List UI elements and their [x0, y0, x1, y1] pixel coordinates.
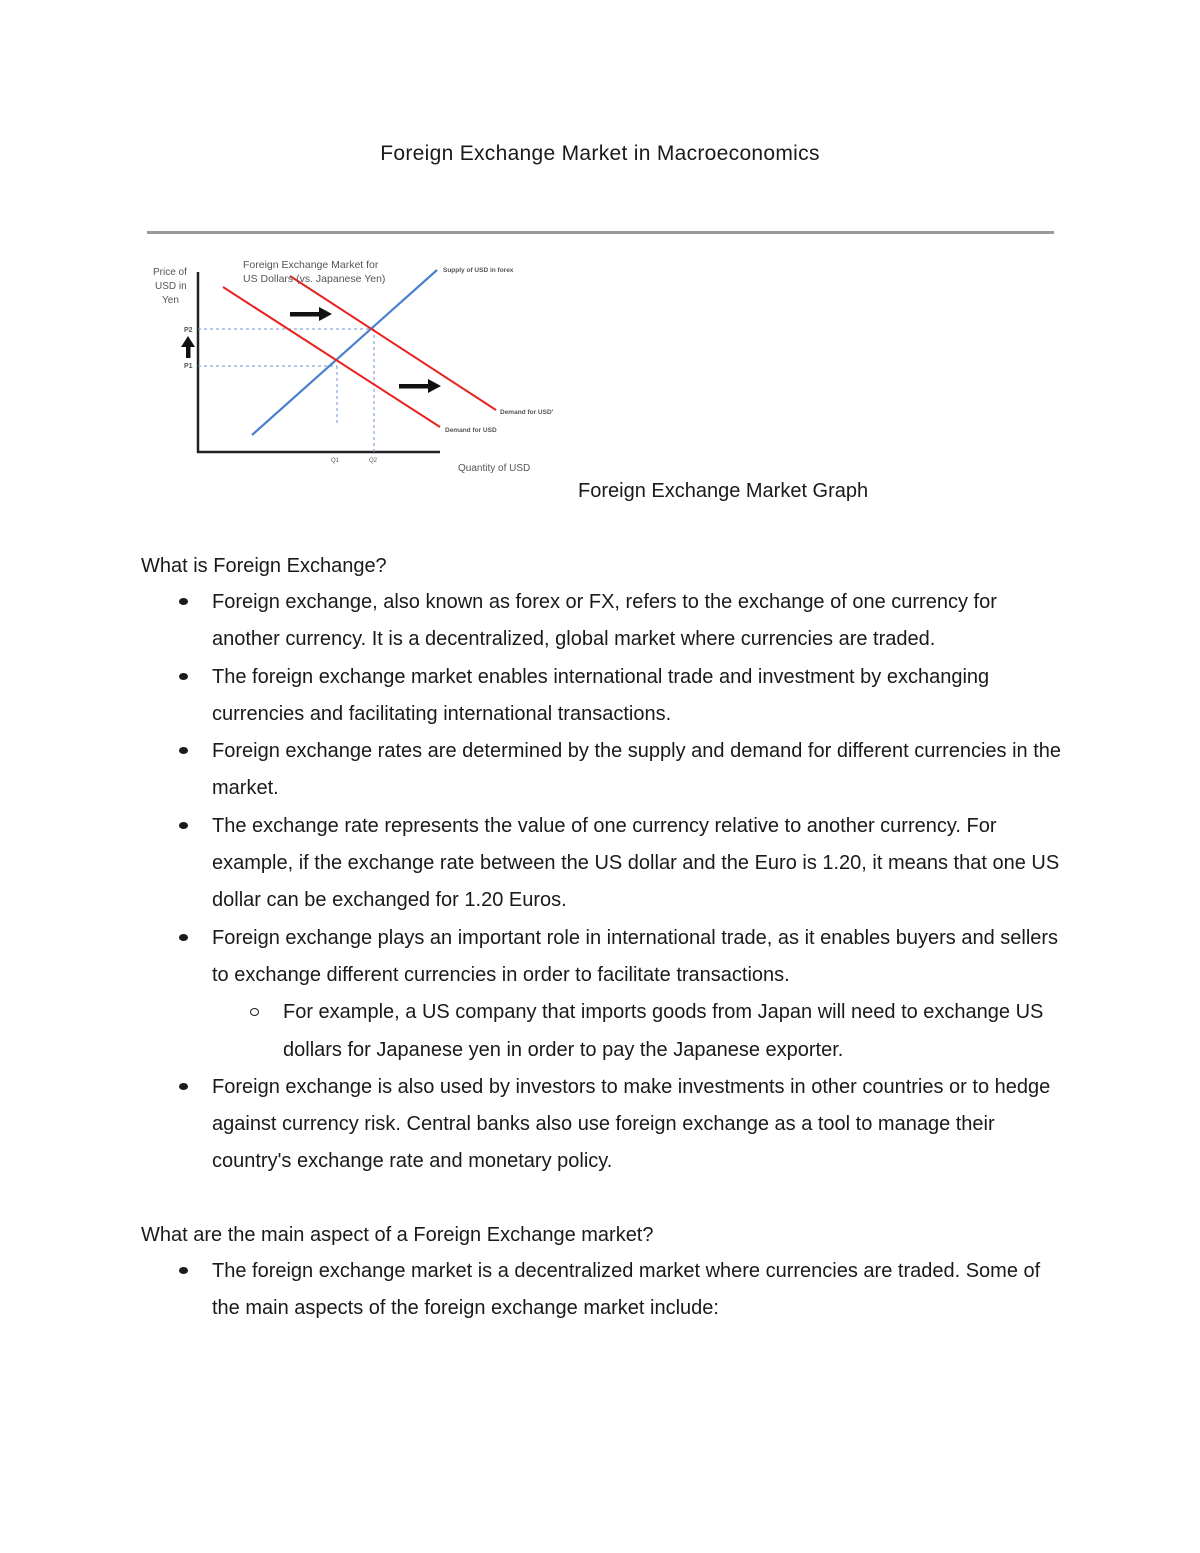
list-item: The foreign exchange market is a decentralized market where currencies are traded. Some of the main aspects of the foreign exchange market include: — [140, 1253, 1070, 1328]
list-item — [140, 920, 1070, 1069]
list-item: The exchange rate represents the value of one currency relative to another currency. For example, if the exchange rate between the US dollar and the Euro is 1.20, it means that one US dollar can be exchanged for 1.20 Euros. — [140, 808, 1070, 920]
graph-caption: Foreign Exchange Market Graph — [578, 480, 869, 502]
x-axis-label: Quantity of USD — [458, 463, 531, 474]
graph-title: US Dollars (vs. Japanese Yen) — [243, 273, 386, 285]
p1-label: P1 — [184, 363, 193, 370]
y-axis-label: USD in — [155, 281, 187, 292]
q2-label: Q2 — [369, 458, 378, 464]
q1-label: Q1 — [331, 458, 340, 464]
list-item: Foreign exchange rates are determined by the supply and demand for different currencies in the market. — [140, 733, 1070, 808]
section-heading: What is Foreign Exchange? — [141, 555, 387, 577]
demand2-label: Demand for USD' — [500, 409, 554, 416]
supply-label: Supply of USD in forex — [443, 267, 514, 274]
section-heading: What are the main aspect of a Foreign Exchange market? — [141, 1224, 654, 1246]
section1-list — [140, 584, 1070, 1181]
shift-arrow-right-icon — [399, 379, 441, 393]
list-item: Foreign exchange, also known as forex or FX, refers to the exchange of one currency for another currency. It is a decentralized, global market where currencies are traded. — [140, 584, 1070, 659]
graph-title: Foreign Exchange Market for — [243, 259, 379, 271]
section2-list — [140, 1253, 1070, 1328]
price-up-arrow-icon — [181, 336, 195, 358]
list-item-text: Foreign exchange plays an important role in international trade, as it enables buyers and sellers to exchange different currencies in order to facilitate transactions. — [212, 926, 1059, 986]
horizontal-rule — [147, 231, 1054, 234]
demand-curve-2 — [290, 276, 496, 410]
p2-label: P2 — [184, 327, 193, 334]
demand-curve-1 — [223, 287, 440, 427]
sub-list-item: For example, a US company that imports goods from Japan will need to exchange US dollars for Japanese yen in order to pay the Japanese exporter. — [212, 994, 1070, 1069]
y-axis-label: Price of — [153, 267, 187, 278]
document-title: Foreign Exchange Market in Macroeconomics — [380, 142, 820, 165]
list-item: The foreign exchange market enables international trade and investment by exchanging currencies and facilitating international transactions. — [140, 659, 1070, 734]
y-axis-label: Yen — [162, 295, 179, 306]
shift-arrow-right-icon — [290, 307, 332, 321]
demand1-label: Demand for USD — [445, 427, 497, 434]
sub-list — [212, 994, 1070, 1069]
list-item: Foreign exchange is also used by investors to make investments in other countries or to hedge against currency risk. Central banks also use foreign exchange as a tool to manage their country's exchange rate and monetary policy. — [140, 1069, 1070, 1181]
forex-market-graph — [140, 250, 560, 478]
